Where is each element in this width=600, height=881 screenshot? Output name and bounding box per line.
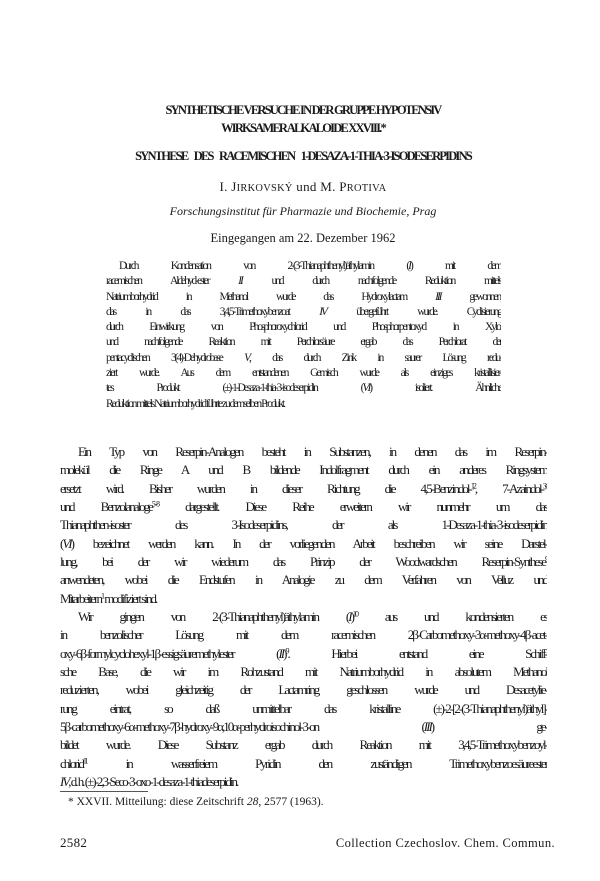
superscript: 10 [352, 609, 357, 619]
text-run: ) isoliert. Ähnliche [369, 382, 501, 395]
article-authors [6, 179, 600, 197]
body-line [60, 461, 547, 479]
body-line [60, 535, 547, 553]
superscript: 1 [100, 591, 104, 601]
italic-run: IV [60, 773, 69, 789]
text-run: , 7-Azaindol- [474, 480, 543, 496]
superscript: 11 [82, 756, 87, 766]
body-line [60, 681, 547, 699]
italic-run: 28 [246, 796, 259, 808]
abstract-line [106, 335, 501, 350]
body-line [60, 608, 547, 626]
text-run: dargestellt. Diese Reihe erweitern wir nunmehr um das [158, 498, 547, 514]
text-run: ( [60, 535, 63, 551]
body-line [60, 773, 547, 791]
abstract-line [106, 305, 501, 320]
abstract-line [106, 366, 501, 381]
text-run: modifiziert sind. [103, 590, 157, 606]
text-run: ) mit dem [409, 260, 501, 272]
body-line [60, 516, 547, 534]
text-run: molekül die Ringe A und B bildende Indolfragment durch ein anderes Ringsystem [60, 462, 547, 478]
superscript: 1,2 [470, 481, 475, 491]
text-run: ) [283, 645, 286, 661]
abstract-line [106, 351, 501, 366]
text-run: * XXVII. Mitteilung: diese Zeitschrift [68, 796, 247, 808]
text-run: ) bezeichnet werden kann. In der vorliegenden Arbeit beschreiben wir seine Darstel- [70, 535, 547, 551]
text-run: Ein Typ von Reserpin-Analogen besteht in Substanzen, in denen das im Reserpin- [78, 444, 547, 459]
body-line [60, 736, 547, 754]
footnote-rule [60, 791, 148, 792]
text-run: ziert wurde. Aus dem entstandenen Gemisch wurde als einziges kristallisier- [106, 367, 501, 380]
text-run: Wir gingen von 2-(3-Thianaphthenyl)äthylamin ( [78, 608, 349, 624]
text-run: und durch nachfolgende Reduktion mittels [241, 275, 501, 288]
abstract [106, 259, 501, 412]
italic-run: VI [362, 382, 370, 395]
text-run: chlorid [60, 755, 83, 771]
body-line [60, 498, 547, 516]
small-caps-run: IRKOVSKÝ [236, 183, 293, 194]
text-run: das in das 3,4,5-Trimethoxybenzoat [106, 305, 320, 318]
text-run: aus und kondensierten es [356, 608, 547, 624]
article-title-line-3: SYNTHESE DES RACEMISCHEN 1-DESAZA-1-THIA-3-ISODESERPIDINS [135, 149, 471, 163]
text-run: racemischen Aldehyd-ester [106, 275, 239, 288]
text-run: reduzierten, wobei gleichzeitig der Lactamring geschlossen wurde und Desacetylie- [60, 682, 547, 698]
italic-run: I [348, 608, 351, 624]
abstract-line [106, 381, 501, 396]
text-run: Durch Kondensation von 2-(3-Thianaphthenyl)äthylamin ( [119, 260, 409, 272]
superscript: 3,4 [542, 481, 547, 491]
text-run: in benzolischer Lösung mit dem racemischen 2β-Carbomethoxy-3α-methoxy-4β-acet- [60, 627, 547, 643]
text-run: ersetzt wird. Bisher wurden in dieser Richtung die 4,5-Benzindol- [60, 480, 471, 496]
small-caps-run: ROTIVA [346, 183, 387, 194]
received-date: Eingegangen am 22. Dezember 1962 [210, 231, 396, 245]
text-run: und nachfolgende Reaktion mit Perchlorsäure ergab das Perchlorat der [106, 336, 501, 349]
body-line [60, 645, 547, 663]
text-run: , das durch Zink in saurer Lösung redu- [249, 351, 501, 364]
text-run: anwendeten, wobei die Endstufen in Analogie zu dem Verfahren von Velluz und [60, 572, 547, 588]
text-run: oxy-6β-formylcyclohexyl-1β-essigsäuremethylester ( [60, 645, 279, 661]
italic-run: III [423, 718, 431, 734]
text-run: pentacyclischen 3(4)-Dehydrobase [106, 351, 245, 364]
article-title-line-2: WIRKSAMER ALKALOIDE XXVIII.* [221, 121, 385, 135]
text-run: durch Einwirkung von Phosphoroxychlorid und Phosphorpentoxyd in Xylol [106, 321, 501, 334]
text-run: lung, bei der wir wiederum das Prinzip der Woodwardschen Reserpin-Synthese [60, 553, 545, 569]
superscript: 5–8 [151, 499, 158, 509]
text-run: ) [350, 608, 353, 624]
text-run: Thianaphthen-isoster des 3-Isodeserpidins, der als 1-Desaza-1-thia-3-isodeserpidin [60, 517, 547, 533]
body-line [60, 663, 547, 681]
body-line [60, 755, 547, 773]
italic-run: VI [62, 535, 71, 551]
text-run: rung eintrat, so daß unmittelbar das kristalline (±)-2-[2-(3-Thianaphthenyl)äthyl]- [60, 700, 547, 716]
body-line [60, 590, 547, 608]
article-title-line-1: SYNTHETISCHE VERSUCHE IN DER GRUPPE HYPOTENSIV [165, 103, 441, 117]
italic-run: IV [319, 305, 327, 318]
italic-run: II [278, 645, 284, 661]
body-line [60, 700, 547, 718]
text-run: gewonnen, [440, 290, 501, 303]
author-affiliation: Forschungsinstitut für Pharmazie und Biochemie, Prag [169, 204, 437, 218]
body-line [60, 718, 547, 736]
superscript: 9 [285, 646, 288, 656]
body-line [60, 553, 547, 571]
text-run: und M. P [292, 179, 347, 194]
text-run: Mitarbeitern [60, 590, 101, 606]
page-number: 2582 [60, 835, 88, 850]
abstract-line [106, 290, 501, 305]
text-run: tes Produkt (±)-1-Desaza-1-thia-3-isodeserpidin ( [106, 382, 363, 395]
italic-run: II [238, 275, 242, 288]
text-run: Natriumborhydrid in Methanol wurde das Hydroxylactam [106, 290, 436, 303]
italic-run: I [408, 260, 410, 272]
abstract-line [106, 320, 501, 335]
text-run: . Hierbei entstand eine Schiff- [287, 645, 547, 661]
body-line [60, 571, 547, 589]
text-run: sche Base, die wir im Rohzustand mit Natriumborhydrid in absolutem Methanol [60, 663, 547, 679]
italic-run: III [435, 290, 441, 303]
text-run: und Benzolanaloge [60, 498, 152, 514]
text-run: bildet wurde. Diese Substanz ergab durch Reaktion mit 3,4,5-Trimethoxybenzoyl- [60, 737, 547, 753]
journal-name: Collection Czechoslov. Chem. Commun. [335, 836, 555, 850]
superscript: 9 [544, 554, 547, 564]
footnote [68, 795, 548, 809]
text-run: übergeführt wurde. Cyclisierung [326, 305, 501, 318]
text-run: in wasserfreiem Pyridin den zuständigen Trimethoxybenzoesäureester [86, 755, 547, 771]
abstract-line [106, 259, 501, 274]
abstract-line [106, 397, 501, 412]
body-text [60, 443, 547, 791]
text-run: ) ge- [430, 718, 547, 734]
body-line [60, 480, 547, 498]
text-run: 5β-carbomethoxy-6α-methoxy-7β-hydroxy-9α,10α-perhydroisochinol-3-on ( [60, 718, 424, 734]
text-run: , d. h. (±)-2,3-Seco-3-oxo-1-desaza-1-thiadeserpidin. [68, 773, 238, 789]
body-paragraph [60, 443, 547, 608]
text-run: I. J [219, 179, 237, 194]
body-line [60, 626, 547, 644]
body-line [60, 443, 547, 461]
italic-run: V [244, 351, 250, 364]
abstract-line [106, 274, 501, 289]
text-run: , 2577 (1963). [258, 796, 324, 808]
body-paragraph [60, 608, 547, 791]
text-run: Reduktion mittels Natriumborhydrid führte zu demselben Produkt. [106, 397, 285, 410]
